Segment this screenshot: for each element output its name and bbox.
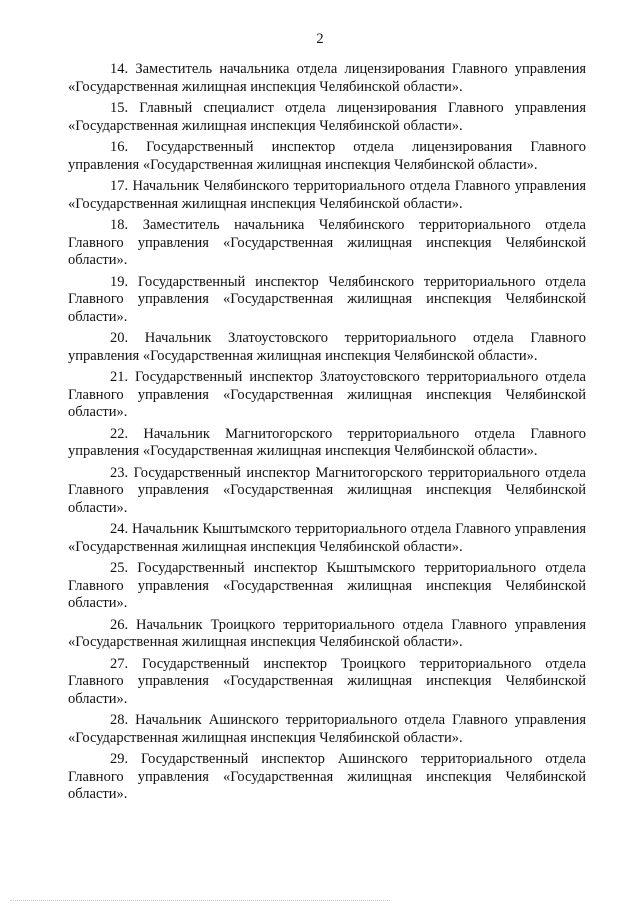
list-item: 14. Заместитель начальника отдела лицензирования Главного управления «Государственная жилищная инспекция Челябинской области». xyxy=(68,61,586,95)
list-item: 27. Государственный инспектор Троицкого территориального отдела Главного управления «Государственная жилищная инспекция Челябинской области». xyxy=(68,655,586,707)
list-item: 28. Начальник Ашинского территориального отдела Главного управления «Государственная жилищная инспекция Челябинской области». xyxy=(68,712,586,746)
list-item: 25. Государственный инспектор Кыштымского территориального отдела Главного управления «Государственная жилищная инспекция Челябинской области». xyxy=(68,560,586,611)
list-item: 22. Начальник Магнитогорского территориального отдела Главного управления «Государственная жилищная инспекция Челябинской области». xyxy=(68,425,586,459)
list-item: 17. Начальник Челябинского территориального отдела Главного управления «Государственная жилищная инспекция Челябинской области». xyxy=(68,178,586,212)
list-item: 24. Начальник Кыштымского территориального отдела Главного управления «Государственная жилищная инспекция Челябинской области». xyxy=(68,521,586,555)
list-item: 26. Начальник Троицкого территориального отдела Главного управления «Государственная жилищная инспекция Челябинской области». xyxy=(68,616,586,650)
list-item: 21. Государственный инспектор Златоустовского территориального отдела Главного управления «Государственная жилищная инспекция Челябинской области». xyxy=(68,369,586,420)
list-item: 15. Главный специалист отдела лицензирования Главного управления «Государственная жилищная инспекция Челябинской области». xyxy=(68,100,586,134)
list-item: 20. Начальник Златоустовского территориального отдела Главного управления «Государственная жилищная инспекция Челябинской области». xyxy=(68,330,586,364)
footer-divider xyxy=(10,900,390,901)
list-item: 19. Государственный инспектор Челябинского территориального отдела Главного управления «Государственная жилищная инспекция Челябинской области». xyxy=(68,273,586,325)
list-item: 18. Заместитель начальника Челябинского территориального отдела Главного управления «Государственная жилищная инспекция Челябинской области». xyxy=(68,217,586,268)
list-item: 16. Государственный инспектор отдела лицензирования Главного управления «Государственная жилищная инспекция Челябинской области». xyxy=(68,139,586,173)
document-body xyxy=(68,61,586,808)
page-number: 2 xyxy=(316,31,324,47)
list-item: 23. Государственный инспектор Магнитогорского территориального отдела Главного управления «Государственная жилищная инспекция Челябинской области». xyxy=(68,464,586,516)
list-item: 29. Государственный инспектор Ашинского территориального отдела Главного управления «Государственная жилищная инспекция Челябинской области». xyxy=(68,751,586,802)
